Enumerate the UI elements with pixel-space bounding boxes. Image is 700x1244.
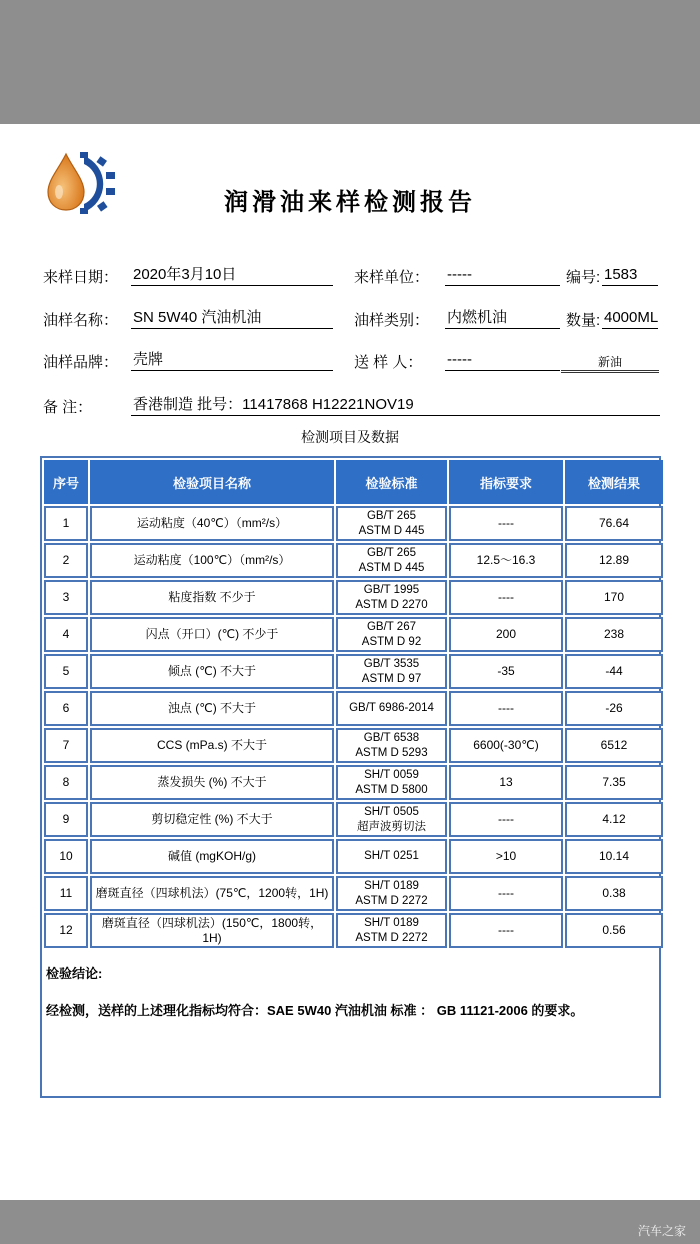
oil-state-value: 新油 bbox=[561, 353, 659, 373]
row-item-cell: CCS (mPa.s) 不大于 bbox=[90, 728, 334, 763]
oil-name-value: SN 5W40 汽油机油 bbox=[131, 309, 333, 329]
row-standard-cell bbox=[336, 506, 447, 541]
row-requirement-cell: 13 bbox=[449, 765, 563, 800]
header-item: 检验项目名称 bbox=[90, 460, 334, 504]
table-row bbox=[44, 543, 663, 578]
row-result-cell: 12.89 bbox=[565, 543, 663, 578]
row-result-cell: 76.64 bbox=[565, 506, 663, 541]
standard-line-1: GB/T 265 bbox=[366, 546, 416, 559]
row-item-cell: 磨斑直径（四球机法）(75℃，1200转，1H) bbox=[90, 876, 334, 911]
standard-line-1: SH/T 0251 bbox=[364, 850, 419, 862]
standard-line-2: ASTM D 445 bbox=[358, 561, 425, 574]
row-number-cell: 9 bbox=[44, 802, 88, 837]
standard-line-1: GB/T 265 bbox=[366, 509, 416, 522]
conclusion-block bbox=[46, 963, 658, 1019]
table-row bbox=[44, 617, 663, 652]
header-requirement: 指标要求 bbox=[449, 460, 563, 504]
table-header-row bbox=[44, 460, 663, 504]
sender-label: 送 样 人： bbox=[354, 354, 423, 371]
row-item-cell: 闪点（开口）(℃) 不少于 bbox=[90, 617, 334, 652]
row-standard-cell bbox=[336, 654, 447, 689]
row-item-cell: 浊点 (℃) 不大于 bbox=[90, 691, 334, 726]
row-item-cell: 运动粘度（100℃）（mm²/s） bbox=[90, 543, 334, 578]
conclusion-title: 检验结论: bbox=[46, 966, 103, 981]
standard-line-1: SH/T 0059 bbox=[364, 768, 419, 781]
table-row bbox=[44, 580, 663, 615]
row-requirement-cell: ---- bbox=[449, 876, 563, 911]
row-result-cell: 170 bbox=[565, 580, 663, 615]
table-row bbox=[44, 802, 663, 837]
row-standard-cell bbox=[336, 728, 447, 763]
sample-date-value: 2020年3月10日 bbox=[131, 266, 333, 286]
standard-line-1: GB/T 6538 bbox=[363, 731, 420, 744]
table-row bbox=[44, 839, 663, 874]
remark-value: 香港制造 批号：11417868 H12221NOV19 bbox=[131, 396, 660, 416]
row-result-cell: 7.35 bbox=[565, 765, 663, 800]
row-number-cell: 7 bbox=[44, 728, 88, 763]
sample-unit-label: 来样单位： bbox=[354, 269, 430, 286]
row-requirement-cell: >10 bbox=[449, 839, 563, 874]
row-requirement-cell: ---- bbox=[449, 580, 563, 615]
oil-category-value: 内燃机油 bbox=[445, 309, 560, 329]
table-row bbox=[44, 765, 663, 800]
standard-line-1: GB/T 3535 bbox=[363, 657, 420, 670]
section-title: 检测项目及数据 bbox=[301, 429, 399, 445]
row-standard-cell bbox=[336, 802, 447, 837]
row-standard-cell bbox=[336, 691, 447, 726]
row-item-cell: 磨斑直径（四球机法）(150℃，1800转，1H) bbox=[90, 913, 334, 948]
row-number-cell: 8 bbox=[44, 765, 88, 800]
standard-line-1: GB/T 1995 bbox=[363, 583, 420, 596]
row-standard-cell bbox=[336, 765, 447, 800]
remark-label: 备 注： bbox=[43, 399, 93, 416]
oil-name-label: 油样名称： bbox=[43, 312, 119, 329]
standard-line-1: SH/T 0189 bbox=[364, 916, 419, 929]
row-result-cell: 4.12 bbox=[565, 802, 663, 837]
row-requirement-cell: ---- bbox=[449, 506, 563, 541]
oil-brand-value: 壳牌 bbox=[131, 351, 333, 371]
row-standard-cell bbox=[336, 913, 447, 948]
row-result-cell: 6512 bbox=[565, 728, 663, 763]
test-results-table bbox=[42, 458, 665, 950]
row-result-cell: -26 bbox=[565, 691, 663, 726]
standard-line-2: ASTM D 5800 bbox=[355, 783, 428, 796]
row-requirement-cell: ---- bbox=[449, 913, 563, 948]
oil-brand-label: 油样品牌： bbox=[43, 354, 119, 371]
row-requirement-cell: ---- bbox=[449, 802, 563, 837]
row-standard-cell bbox=[336, 876, 447, 911]
row-requirement-cell: 200 bbox=[449, 617, 563, 652]
table-row bbox=[44, 654, 663, 689]
table-row bbox=[44, 913, 663, 948]
standard-line-2: ASTM D 5293 bbox=[355, 746, 428, 759]
standard-line-2: ASTM D 2270 bbox=[355, 598, 428, 611]
row-number-cell: 12 bbox=[44, 913, 88, 948]
quantity-label: 数量: bbox=[566, 312, 601, 329]
row-requirement-cell: ---- bbox=[449, 691, 563, 726]
row-number-cell: 3 bbox=[44, 580, 88, 615]
standard-line-2: ASTM D 92 bbox=[361, 635, 422, 648]
standard-line-1: SH/T 0189 bbox=[364, 879, 419, 892]
row-result-cell: 0.38 bbox=[565, 876, 663, 911]
number-label: 编号: bbox=[566, 269, 601, 286]
standard-line-2: ASTM D 2272 bbox=[355, 894, 428, 907]
report-page bbox=[0, 124, 700, 1200]
row-item-cell: 蒸发损失 (%) 不大于 bbox=[90, 765, 334, 800]
conclusion-text: 经检测，送样的上述理化指标均符合：SAE 5W40 汽油机油 标准 ： GB 11121-2006 的要求。 bbox=[46, 1003, 584, 1018]
standard-line-1: SH/T 0505 bbox=[364, 805, 419, 818]
row-number-cell: 5 bbox=[44, 654, 88, 689]
watermark-text: 汽车之家 bbox=[637, 1224, 686, 1238]
row-standard-cell bbox=[336, 580, 447, 615]
quantity-value: 4000ML bbox=[602, 309, 658, 329]
row-item-cell: 运动粘度（40℃）（mm²/s） bbox=[90, 506, 334, 541]
standard-line-2: ASTM D 97 bbox=[361, 672, 422, 685]
row-result-cell: 0.56 bbox=[565, 913, 663, 948]
standard-line-2: 超声波剪切法 bbox=[357, 820, 426, 833]
row-result-cell: -44 bbox=[565, 654, 663, 689]
test-table-frame bbox=[40, 456, 661, 1098]
standard-line-2: ASTM D 445 bbox=[358, 524, 425, 537]
sender-value: ----- bbox=[445, 351, 560, 371]
row-result-cell: 238 bbox=[565, 617, 663, 652]
row-item-cell: 粘度指数 不少于 bbox=[90, 580, 334, 615]
row-number-cell: 2 bbox=[44, 543, 88, 578]
number-value: 1583 bbox=[602, 266, 658, 286]
table-row bbox=[44, 506, 663, 541]
standard-line-2: ASTM D 2272 bbox=[355, 931, 428, 944]
row-standard-cell bbox=[336, 543, 447, 578]
table-row bbox=[44, 876, 663, 911]
header-no: 序号 bbox=[44, 460, 88, 504]
row-number-cell: 11 bbox=[44, 876, 88, 911]
row-requirement-cell: -35 bbox=[449, 654, 563, 689]
bottom-gray-band bbox=[0, 1200, 700, 1244]
row-number-cell: 6 bbox=[44, 691, 88, 726]
standard-line-1: GB/T 267 bbox=[366, 620, 416, 633]
row-number-cell: 1 bbox=[44, 506, 88, 541]
header-standard: 检验标准 bbox=[336, 460, 447, 504]
row-requirement-cell: 6600(-30℃) bbox=[449, 728, 563, 763]
row-number-cell: 4 bbox=[44, 617, 88, 652]
row-standard-cell bbox=[336, 839, 447, 874]
report-title: 润滑油来样检测报告 bbox=[224, 187, 476, 216]
table-row bbox=[44, 728, 663, 763]
top-gray-band bbox=[0, 0, 700, 124]
standard-line-1: GB/T 6986-2014 bbox=[349, 702, 434, 714]
row-number-cell: 10 bbox=[44, 839, 88, 874]
row-result-cell: 10.14 bbox=[565, 839, 663, 874]
row-requirement-cell: 12.5～16.3 bbox=[449, 543, 563, 578]
oil-category-label: 油样类别： bbox=[354, 312, 430, 329]
row-item-cell: 碱值 (mgKOH/g) bbox=[90, 839, 334, 874]
row-item-cell: 倾点 (℃) 不大于 bbox=[90, 654, 334, 689]
row-item-cell: 剪切稳定性 (%) 不大于 bbox=[90, 802, 334, 837]
sample-unit-value: ----- bbox=[445, 266, 560, 286]
row-standard-cell bbox=[336, 617, 447, 652]
table-row bbox=[44, 691, 663, 726]
header-result: 检测结果 bbox=[565, 460, 663, 504]
sample-date-label: 来样日期： bbox=[43, 269, 119, 286]
